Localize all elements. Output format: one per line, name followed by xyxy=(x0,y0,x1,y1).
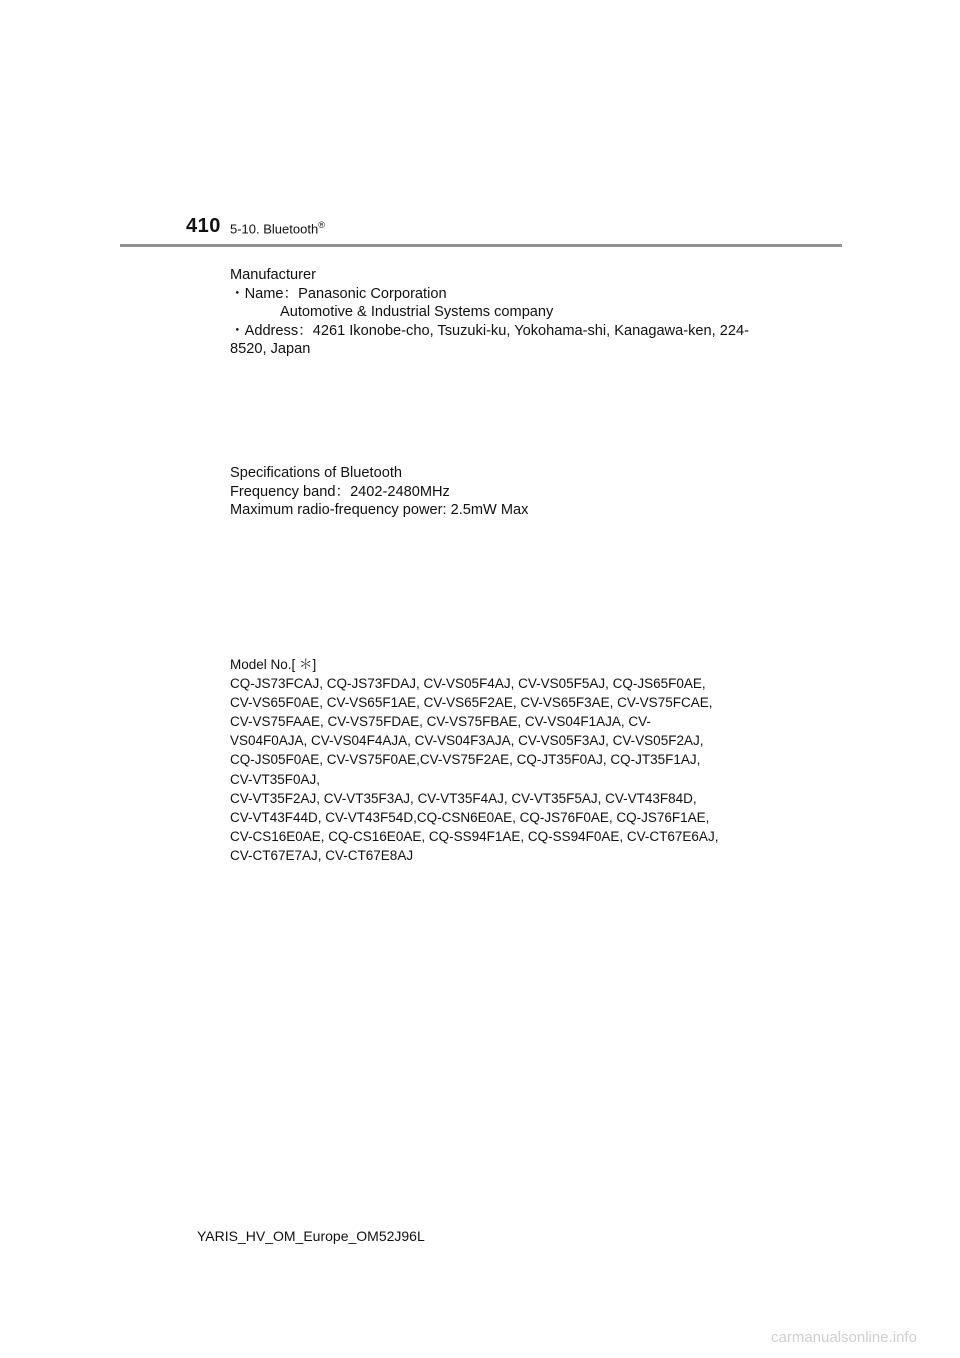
model-line: CQ-JS73FCAJ, CQ-JS73FDAJ, CV-VS05F4AJ, CV-VS05F5AJ, CQ-JS65F0AE, xyxy=(230,676,706,692)
page-number: 410 xyxy=(186,215,221,237)
model-line: CV-VS65F0AE, CV-VS65F1AE, CV-VS65F2AE, CV-VS65F3AE, CV-VS75FCAE, xyxy=(230,695,713,711)
manufacturer-division: Automotive & Industrial Systems company xyxy=(280,304,554,321)
model-line: CV-CT67E7AJ, CV-CT67E8AJ xyxy=(230,847,414,863)
site-watermark: carmanualsonline.info xyxy=(771,1329,917,1346)
model-line: CV-VS75FAAE, CV-VS75FDAE, CV-VS75FBAE, CV-VS04F1AJA, CV- xyxy=(230,714,651,730)
document-id: YARIS_HV_OM_Europe_OM52J96L xyxy=(197,1228,425,1244)
model-line: CV-VT35F0AJ, xyxy=(230,771,321,787)
section-title-text: 5-10. Bluetooth xyxy=(230,221,319,237)
section-title xyxy=(230,220,325,236)
manufacturer-heading: Manufacturer xyxy=(230,267,316,283)
manufacturer-address: ・Address：4261 Ikonobe-cho, Tsuzuki-ku, Yokohama-shi, Kanagawa-ken, 224- xyxy=(230,322,749,339)
specifications-heading: Specifications of Bluetooth xyxy=(230,465,402,481)
max-rf-power: Maximum radio-frequency power: 2.5mW Max xyxy=(230,502,529,519)
manufacturer-block xyxy=(230,266,749,359)
model-line: CV-VT35F2AJ, CV-VT35F3AJ, CV-VT35F4AJ, CV-VT35F5AJ, CV-VT43F84D, xyxy=(230,790,697,806)
frequency-band: Frequency band：2402-2480MHz xyxy=(230,483,450,500)
model-line: CQ-JS05F0AE, CV-VS75F0AE,CV-VS75F2AE, CQ-JT35F0AJ, CQ-JT35F1AJ, xyxy=(230,752,701,768)
model-numbers-block xyxy=(230,655,718,865)
manufacturer-address-cont: 8520, Japan xyxy=(230,341,311,358)
header-divider xyxy=(120,244,842,247)
specifications-block xyxy=(230,464,528,520)
manufacturer-name: ・Name：Panasonic Corporation xyxy=(230,285,447,302)
model-heading: Model No.[ ＊] xyxy=(230,657,317,672)
model-line: VS04F0AJA, CV-VS04F4AJA, CV-VS04F3AJA, CV-VS05F3AJ, CV-VS05F2AJ, xyxy=(230,733,704,749)
registered-mark: ® xyxy=(318,220,325,230)
model-line: CV-CS16E0AE, CQ-CS16E0AE, CQ-SS94F1AE, CQ-SS94F0AE, CV-CT67E6AJ, xyxy=(230,828,719,844)
model-line: CV-VT43F44D, CV-VT43F54D,CQ-CSN6E0AE, CQ-JS76F0AE, CQ-JS76F1AE, xyxy=(230,809,710,825)
